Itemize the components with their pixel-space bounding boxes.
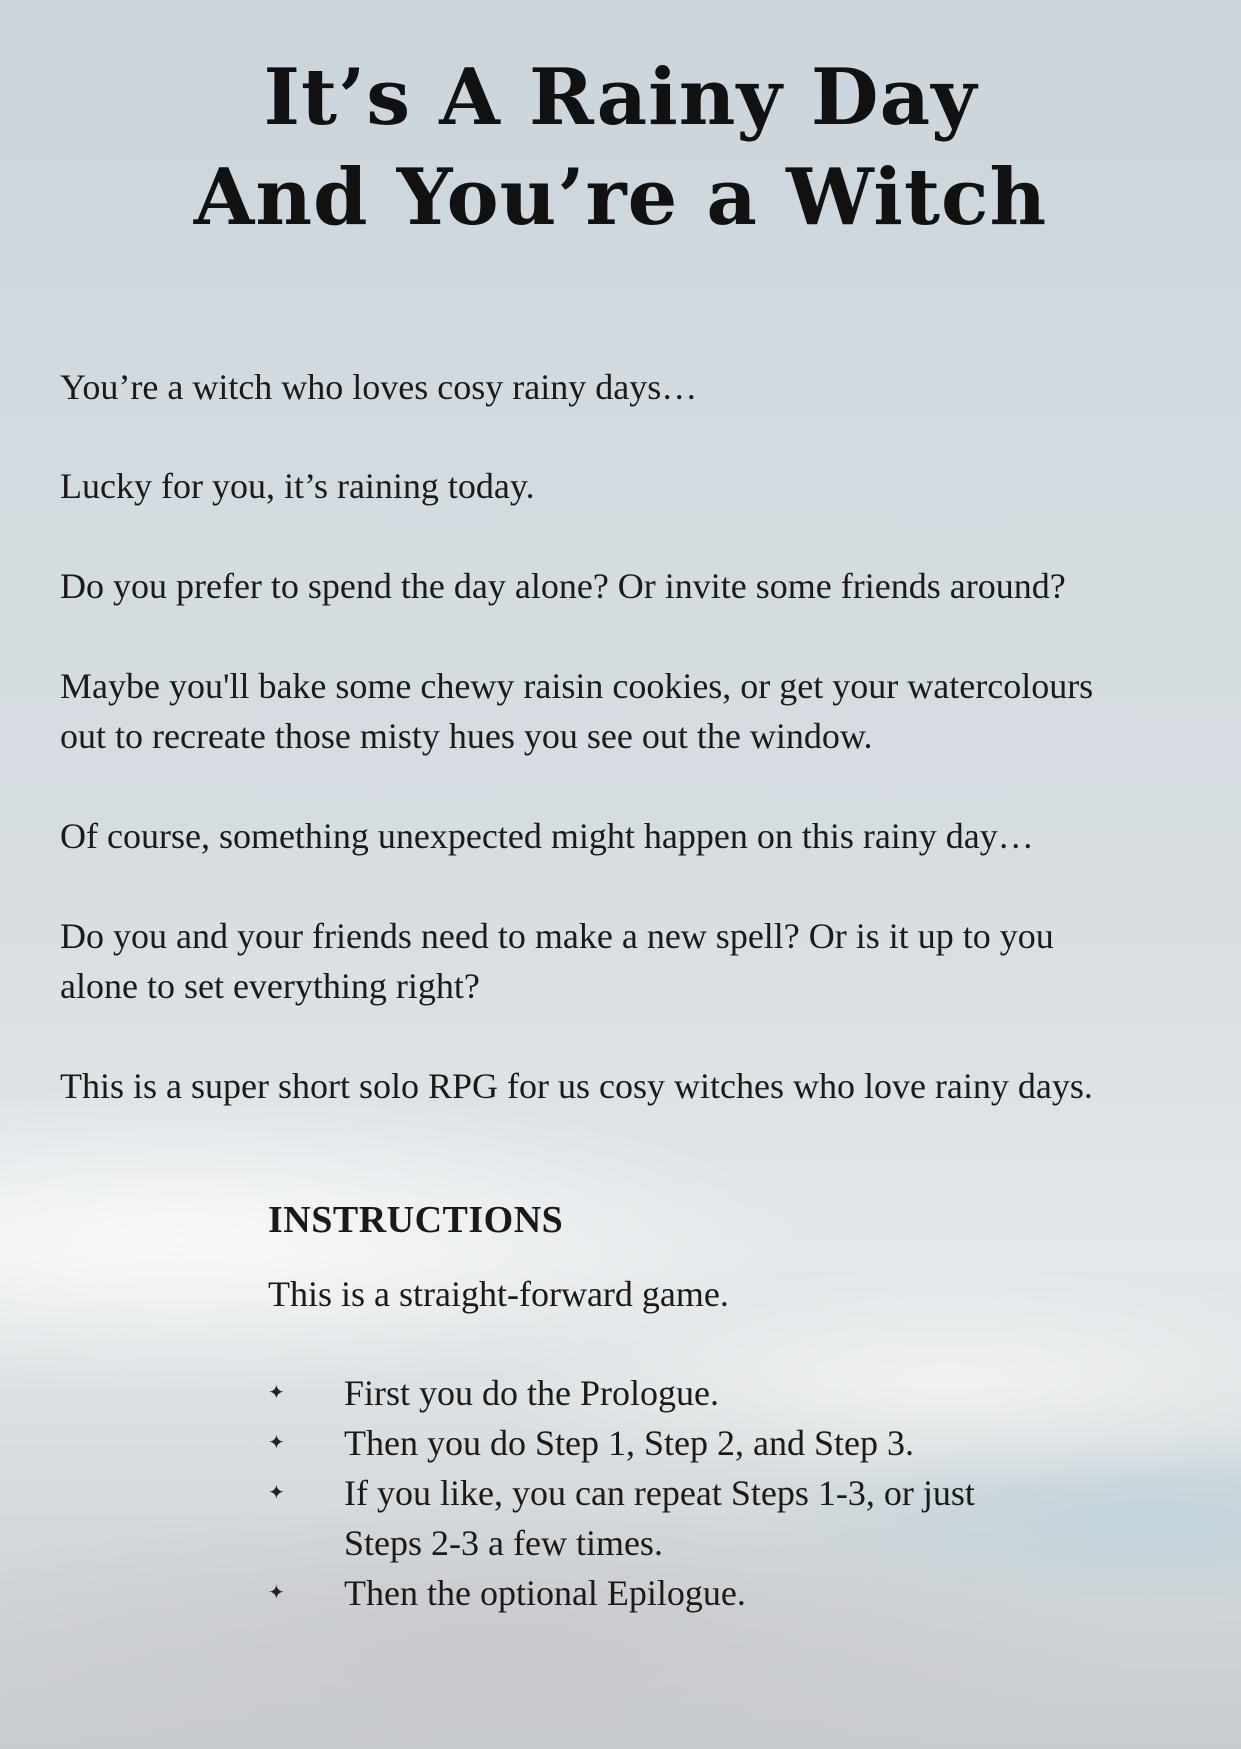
step-item-steps [268,1418,984,1468]
step-text: If you like, you can repeat Steps 1-3, or just Steps 2-3 a few times. [344,1473,975,1563]
intro-paragraph-7: This is a super short solo RPG for us cosy witches who love rainy days. [60,1066,1093,1106]
instructions-lead: This is a straight-forward game. [268,1274,729,1314]
intro-paragraph-6-line-2: alone to set everything right? [60,966,480,1006]
step-text: Then you do Step 1, Step 2, and Step 3. [344,1423,914,1463]
step-text: First you do the Prologue. [344,1373,719,1413]
instructions-heading: INSTRUCTIONS [268,1199,564,1241]
page-title [0,48,1241,248]
step-text: Then the optional Epilogue. [344,1573,746,1613]
step-item-prologue [268,1368,984,1418]
instructions-section [268,1196,1168,1618]
step-item-repeat [268,1468,984,1568]
bullet-icon: ✦ [268,1482,285,1504]
bullet-icon: ✦ [268,1382,285,1404]
title-line-1: It’s A Rainy Day [263,52,978,143]
intro-paragraph-6-line-1: Do you and your friends need to make a new spell? Or is it up to you [60,916,1054,956]
bullet-icon: ✦ [268,1432,285,1454]
intro-paragraph-1: You’re a witch who loves cosy rainy days… [60,367,698,407]
intro-paragraph-4-line-2: out to recreate those misty hues you see out the window. [60,716,873,756]
bullet-icon: ✦ [268,1582,285,1604]
intro-paragraph-2: Lucky for you, it’s raining today. [60,466,535,506]
title-line-2: And You’re a Witch [193,152,1048,243]
intro-paragraph-5: Of course, something unexpected might happen on this rainy day… [60,816,1034,856]
step-item-epilogue [268,1568,984,1618]
intro-paragraph-3: Do you prefer to spend the day alone? Or invite some friends around? [60,566,1066,606]
instructions-steps-list [268,1368,1168,1618]
intro-paragraph-4-line-1: Maybe you'll bake some chewy raisin cookies, or get your watercolours [60,666,1094,706]
